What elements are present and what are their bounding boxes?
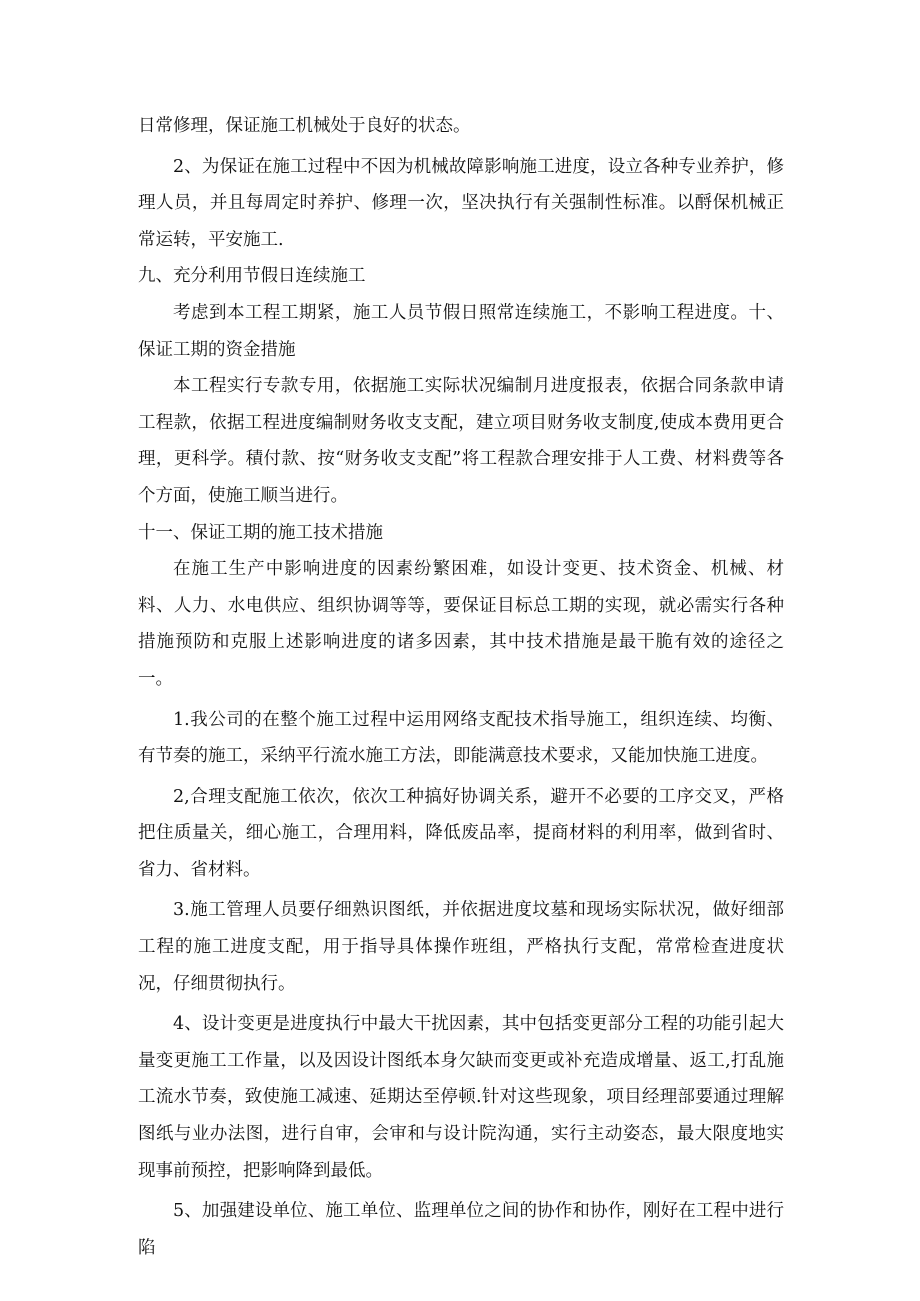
- document-page: [138, 108, 784, 1266]
- paragraph-technical-intro: 在施工生产中影响进度的因素纷繁困难，如设计变更、技术资金、机械、材料、人力、水电供应、组织协调等等，要保证目标总工期的实现，就必需实行各种措施预防和克服上述影响进度的诸多因素，其中技术措施是最干脆有效的途径之一。: [138, 559, 784, 689]
- paragraph-item-1: 1.我公司的在整个施工过程中运用网络支配技术指导施工，组织连续、均衡、有节奏的施工，采纳平行流水施工方法，即能满意技术要求，又能加快施工进度。: [138, 709, 784, 767]
- paragraph-item-2b: 2,合理支配施工依次，依次工种搞好协调关系，避开不必要的工序交叉，严格把住质量关，细心施工，合理用料，降低废品率，提商材料的利用率，做到省时、省力、省材料。: [138, 786, 784, 880]
- section-heading-9: 九、充分利用节假日连续施工: [138, 266, 366, 287]
- section-heading-11: 十一、保证工期的施工技术措施: [138, 522, 383, 543]
- paragraph-continuation: 日常修理，保证施工机械处于良好的状态。: [138, 116, 471, 136]
- paragraph-funding: 本工程实行专款专用，依据施工实际状况编制月进度报表，依据合同条款申请工程款，依据工程进度编制财务收支支配，建立项目财务收支制度,使成本费用更合理，更科学。積付款、按“财务收支支配”将工程款合理安排于人工费、材料费等各个方面，使施工顺当进行。: [138, 376, 784, 506]
- paragraph-item-4: 4、设计变更是进度执行中最大干扰因素，其中包括变更部分工程的功能引起大量变更施工工作量，以及因设计图纸本身欠缺而变更或补充造成增量、返工,打乱施工流水节奏，致使施工减速、延期达至停顿.针对这些现象，项目经理部要通过理解图纸与业办法图，进行自审，会审和与设计院沟通，实行主动姿态，最大限度地实现事前预控，把影响降到最低。: [138, 1014, 784, 1181]
- paragraph-holiday-work: 考虑到本工程工期紧，施工人员节假日照常连续施工，不影响工程进度。十、保证工期的资金措施: [138, 302, 784, 360]
- paragraph-item-5: 5、加强建设单位、施工单位、监理单位之间的协作和协作，刚好在工程中进行陷: [138, 1201, 784, 1258]
- paragraph-item-3: 3.施工管理人员要仔细熟识图纸，并依据进度坟墓和现场实际状况，做好细部工程的施工进度支配，用于指导具体操作班组，严格执行支配，常常检查进度状况，仔细贯彻执行。: [138, 900, 784, 994]
- paragraph-item-2: 2、为保证在施工过程中不因为机械故障影响施工进度，设立各种专业养护，修理人员，并且每周定时养护、修理一次，坚决执行有关强制性标准。以酹保机械正常运转，平安施工.: [138, 156, 784, 250]
